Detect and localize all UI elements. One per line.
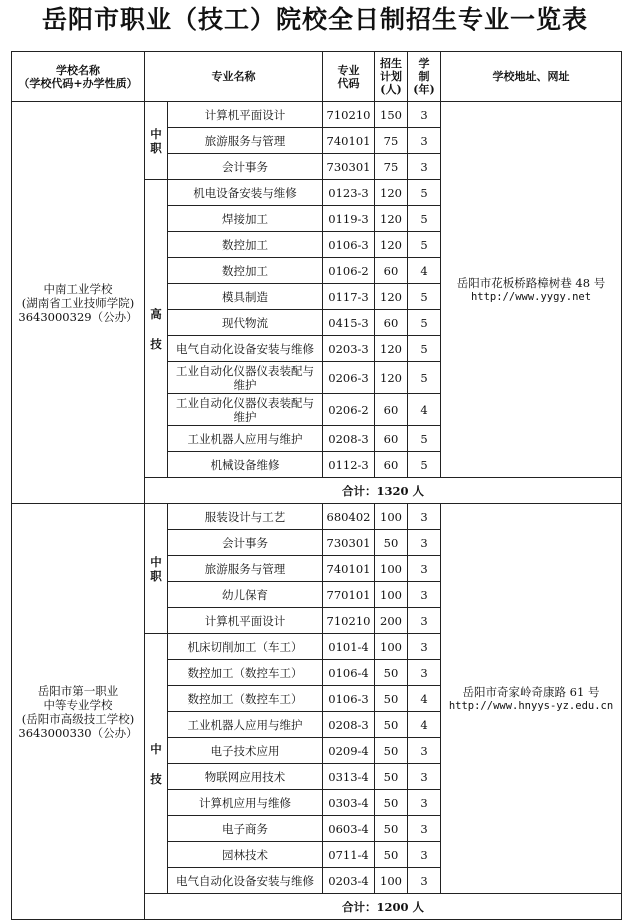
- school1-cat-gj-2: 技: [150, 336, 162, 351]
- major-code: 680402: [323, 504, 375, 530]
- school1-address-cell: [441, 102, 622, 478]
- major-plan: 50: [375, 790, 408, 816]
- major-years: 3: [408, 764, 441, 790]
- school2-name3: (岳阳市高级技工学校): [21, 711, 135, 726]
- major-plan: 120: [375, 232, 408, 258]
- school2-cat-zz-1: 中: [150, 554, 162, 569]
- major-name: 计算机平面设计: [168, 608, 323, 634]
- major-plan: 100: [375, 582, 408, 608]
- major-code: 0123-3: [323, 180, 375, 206]
- major-code: 0209-4: [323, 738, 375, 764]
- major-code: 0313-4: [323, 764, 375, 790]
- major-plan: 60: [375, 258, 408, 284]
- major-years: 5: [408, 426, 441, 452]
- major-plan: 75: [375, 128, 408, 154]
- major-code: 0206-3: [323, 362, 375, 394]
- major-name: 工业自动化仪器仪表装配与维护: [168, 394, 323, 426]
- major-code: 0208-3: [323, 712, 375, 738]
- school2-name: 岳阳市第一职业: [37, 683, 119, 698]
- major-code: 770101: [323, 582, 375, 608]
- major-code: 0206-2: [323, 394, 375, 426]
- major-name: 工业机器人应用与维护: [168, 712, 323, 738]
- major-plan: 200: [375, 608, 408, 634]
- page-title: 岳阳市职业（技工）院校全日制招生专业一览表: [41, 5, 588, 34]
- major-plan: 50: [375, 660, 408, 686]
- header-years-3: (年): [413, 83, 435, 96]
- header-enroll-3: (人): [380, 83, 402, 96]
- major-name: 计算机应用与维修: [168, 790, 323, 816]
- major-plan: 60: [375, 426, 408, 452]
- major-years: 3: [408, 738, 441, 764]
- major-code: 0303-4: [323, 790, 375, 816]
- school2-name2: 中等专业学校: [43, 697, 113, 712]
- major-code: 0603-4: [323, 816, 375, 842]
- header-major-code-1: 专业: [337, 63, 360, 77]
- major-name: 工业机器人应用与维护: [168, 426, 323, 452]
- major-years: 4: [408, 394, 441, 426]
- school1-total: 合计：1320 人: [145, 478, 622, 504]
- major-plan: 120: [375, 336, 408, 362]
- major-name: 焊接加工: [168, 206, 323, 232]
- major-plan: 50: [375, 738, 408, 764]
- major-plan: 50: [375, 530, 408, 556]
- school2-code: 3643000330（公办）: [18, 725, 138, 740]
- school2-address-cell: [441, 504, 622, 894]
- major-code: 0208-3: [323, 426, 375, 452]
- table-header-row: [12, 52, 622, 102]
- major-code: 0101-4: [323, 634, 375, 660]
- major-name: 旅游服务与管理: [168, 556, 323, 582]
- major-name: 服装设计与工艺: [168, 504, 323, 530]
- school2-cat-zz: [145, 504, 168, 634]
- major-plan: 120: [375, 180, 408, 206]
- enrollment-table: [11, 51, 622, 920]
- school2-website[interactable]: http://www.hnyys-yz.edu.cn: [448, 699, 614, 712]
- major-code: 0112-3: [323, 452, 375, 478]
- major-name: 机械设备维修: [168, 452, 323, 478]
- header-major-code: [323, 52, 375, 102]
- major-name: 计算机平面设计: [168, 102, 323, 128]
- major-code: 0119-3: [323, 206, 375, 232]
- school2-total: 合计：1200 人: [145, 894, 622, 920]
- school2-cat-zz-2: 职: [150, 568, 162, 583]
- header-school-sub: （学校代码+办学性质）: [18, 76, 138, 90]
- major-name: 数控加工（数控车工）: [168, 660, 323, 686]
- major-years: 3: [408, 790, 441, 816]
- school2-cat-zj-1: 中: [150, 741, 162, 756]
- major-plan: 120: [375, 284, 408, 310]
- major-code: 730301: [323, 154, 375, 180]
- major-plan: 50: [375, 764, 408, 790]
- table-row: [12, 102, 622, 128]
- major-code: 740101: [323, 556, 375, 582]
- major-plan: 120: [375, 206, 408, 232]
- school1-code: 3643000329（公办）: [18, 309, 138, 324]
- major-years: 3: [408, 154, 441, 180]
- major-years: 3: [408, 634, 441, 660]
- major-years: 5: [408, 362, 441, 394]
- major-years: 3: [408, 868, 441, 894]
- major-years: 3: [408, 660, 441, 686]
- major-code: 0106-3: [323, 232, 375, 258]
- major-code: 0711-4: [323, 842, 375, 868]
- major-plan: 50: [375, 712, 408, 738]
- header-address: 学校地址、网址: [441, 52, 622, 102]
- major-plan: 50: [375, 686, 408, 712]
- major-years: 4: [408, 712, 441, 738]
- major-years: 5: [408, 180, 441, 206]
- school1-name2: (湖南省工业技师学院): [21, 295, 135, 310]
- major-name: 会计事务: [168, 530, 323, 556]
- major-plan: 60: [375, 452, 408, 478]
- major-code: 0106-4: [323, 660, 375, 686]
- header-years: [408, 52, 441, 102]
- major-code: 0106-3: [323, 686, 375, 712]
- major-years: 5: [408, 310, 441, 336]
- major-plan: 100: [375, 868, 408, 894]
- major-years: 5: [408, 206, 441, 232]
- major-code: 0117-3: [323, 284, 375, 310]
- major-code: 710210: [323, 102, 375, 128]
- major-name: 电气自动化设备安装与维修: [168, 336, 323, 362]
- major-plan: 100: [375, 556, 408, 582]
- major-plan: 150: [375, 102, 408, 128]
- major-years: 3: [408, 504, 441, 530]
- major-name: 数控加工: [168, 258, 323, 284]
- header-enroll-plan: [375, 52, 408, 102]
- header-major-code-2: 代码: [337, 76, 360, 90]
- major-name: 数控加工（数控车工）: [168, 686, 323, 712]
- major-name: 模具制造: [168, 284, 323, 310]
- major-years: 3: [408, 608, 441, 634]
- major-name: 现代物流: [168, 310, 323, 336]
- header-enroll-2: 计划: [380, 70, 402, 83]
- major-code: 0203-4: [323, 868, 375, 894]
- major-years: 5: [408, 452, 441, 478]
- major-name: 机电设备安装与维修: [168, 180, 323, 206]
- major-plan: 120: [375, 362, 408, 394]
- major-years: 3: [408, 128, 441, 154]
- major-years: 5: [408, 232, 441, 258]
- major-plan: 60: [375, 394, 408, 426]
- school2-cat-zj: [145, 634, 168, 894]
- major-code: 730301: [323, 530, 375, 556]
- major-years: 3: [408, 816, 441, 842]
- major-plan: 50: [375, 816, 408, 842]
- major-years: 4: [408, 258, 441, 284]
- major-years: 3: [408, 556, 441, 582]
- major-name: 机床切削加工（车工）: [168, 634, 323, 660]
- school2-cat-zj-2: 技: [150, 771, 162, 786]
- major-name: 工业自动化仪器仪表装配与维护: [168, 362, 323, 394]
- school1-cat-zz: [145, 102, 168, 180]
- major-code: 0106-2: [323, 258, 375, 284]
- major-name: 数控加工: [168, 232, 323, 258]
- major-name: 物联网应用技术: [168, 764, 323, 790]
- major-code: 710210: [323, 608, 375, 634]
- school1-address: 岳阳市花板桥路樟树巷 48 号: [456, 275, 606, 290]
- school1-cat-zz-1: 中: [150, 126, 162, 141]
- major-years: 3: [408, 102, 441, 128]
- major-plan: 100: [375, 634, 408, 660]
- major-years: 4: [408, 686, 441, 712]
- major-years: 5: [408, 284, 441, 310]
- major-name: 旅游服务与管理: [168, 128, 323, 154]
- header-years-1: 学: [418, 57, 430, 70]
- major-plan: 75: [375, 154, 408, 180]
- table-row: [12, 504, 622, 530]
- school1-cat-zz-2: 职: [150, 140, 162, 155]
- major-code: 0203-3: [323, 336, 375, 362]
- major-plan: 60: [375, 310, 408, 336]
- school1-website[interactable]: http://www.yygy.net: [470, 290, 592, 303]
- header-major-name: 专业名称: [145, 52, 323, 102]
- header-school: [12, 52, 145, 102]
- school1-cat-gj-1: 高: [150, 306, 162, 321]
- header-school-name: 学校名称: [56, 63, 100, 77]
- header-years-2: 制: [418, 70, 430, 83]
- major-name: 电气自动化设备安装与维修: [168, 868, 323, 894]
- major-plan: 100: [375, 504, 408, 530]
- major-name: 电子技术应用: [168, 738, 323, 764]
- major-years: 3: [408, 582, 441, 608]
- school2-name-cell: [12, 504, 145, 920]
- school1-cat-gj: [145, 180, 168, 478]
- school1-name: 中南工业学校: [43, 281, 113, 296]
- major-years: 3: [408, 530, 441, 556]
- major-code: 0415-3: [323, 310, 375, 336]
- major-years: 3: [408, 842, 441, 868]
- major-name: 电子商务: [168, 816, 323, 842]
- major-code: 740101: [323, 128, 375, 154]
- major-name: 园林技术: [168, 842, 323, 868]
- major-years: 5: [408, 336, 441, 362]
- major-plan: 50: [375, 842, 408, 868]
- header-enroll-1: 招生: [380, 57, 402, 70]
- school1-name-cell: [12, 102, 145, 504]
- major-name: 会计事务: [168, 154, 323, 180]
- major-name: 幼儿保育: [168, 582, 323, 608]
- school2-address: 岳阳市奇家岭奇康路 61 号: [462, 684, 600, 699]
